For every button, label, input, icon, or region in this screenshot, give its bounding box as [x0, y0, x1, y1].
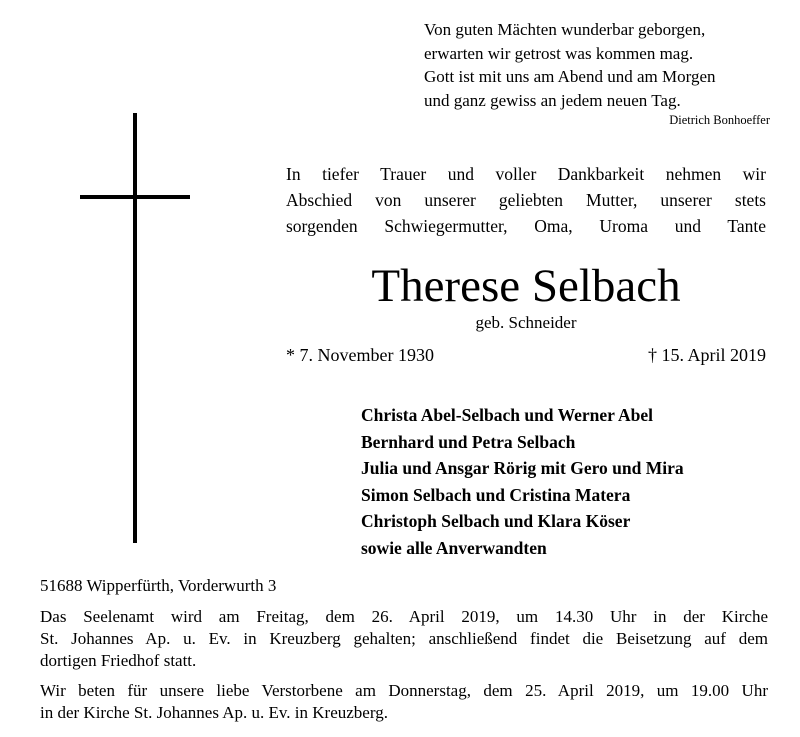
- maiden-name: geb. Schneider: [475, 313, 577, 332]
- intro-line: Abschied von unserer geliebten Mutter, unserer stets: [286, 190, 766, 210]
- poem-line: und ganz gewiss an jedem neuen Tag.: [424, 90, 681, 110]
- service-notice: [40, 606, 768, 672]
- latin-cross-icon: [133, 113, 137, 543]
- deceased-name: Therese Selbach: [371, 260, 681, 312]
- mourner-line: Christa Abel-Selbach und Werner Abel: [361, 405, 654, 425]
- cross-beam: [80, 195, 190, 199]
- poem-line: Von guten Mächten wunderbar geborgen,: [424, 20, 706, 39]
- prayer-notice: [40, 680, 768, 724]
- poem-line: Gott ist mit uns am Abend und am Morgen: [424, 67, 716, 86]
- death-date: † 15. April 2019: [647, 345, 766, 365]
- prayer-line: Wir beten für unsere liebe Verstorbene am Donnerstag, dem 25. April 2019, um 19.00 Uhr: [40, 681, 768, 700]
- poem-line: erwarten wir getrost was kommen mag.: [424, 43, 694, 63]
- poem-author: Dietrich Bonhoeffer: [669, 113, 770, 127]
- intro-line: In tiefer Trauer und voller Dankbarkeit nehmen wir: [286, 164, 766, 184]
- birth-date: * 7. November 1930: [286, 345, 434, 365]
- mourner-line: Bernhard und Petra Selbach: [361, 431, 576, 452]
- intro-line: sorgenden Schwiegermutter, Oma, Uroma und Tante: [286, 216, 766, 236]
- mourner-line: sowie alle Anverwandten: [361, 537, 547, 558]
- mourner-line: Christoph Selbach und Klara Köser: [361, 511, 631, 531]
- mourners-list: [361, 402, 684, 561]
- intro-text: [286, 161, 766, 239]
- mourner-line: Julia und Ansgar Rörig mit Gero und Mira: [361, 458, 684, 478]
- service-line: Das Seelenamt wird am Freitag, dem 26. April 2019, um 14.30 Uhr in der Kirche: [40, 607, 768, 626]
- service-line: dortigen Friedhof statt.: [40, 651, 197, 670]
- service-line: St. Johannes Ap. u. Ev. in Kreuzberg gehalten; anschließend findet die Beisetzung auf dem: [40, 629, 768, 648]
- poem: [424, 18, 774, 112]
- address: 51688 Wipperfürth, Vorderwurth 3: [40, 576, 277, 595]
- mourner-line: Simon Selbach und Cristina Matera: [361, 484, 631, 505]
- prayer-line: in der Kirche St. Johannes Ap. u. Ev. in Kreuzberg.: [40, 703, 388, 722]
